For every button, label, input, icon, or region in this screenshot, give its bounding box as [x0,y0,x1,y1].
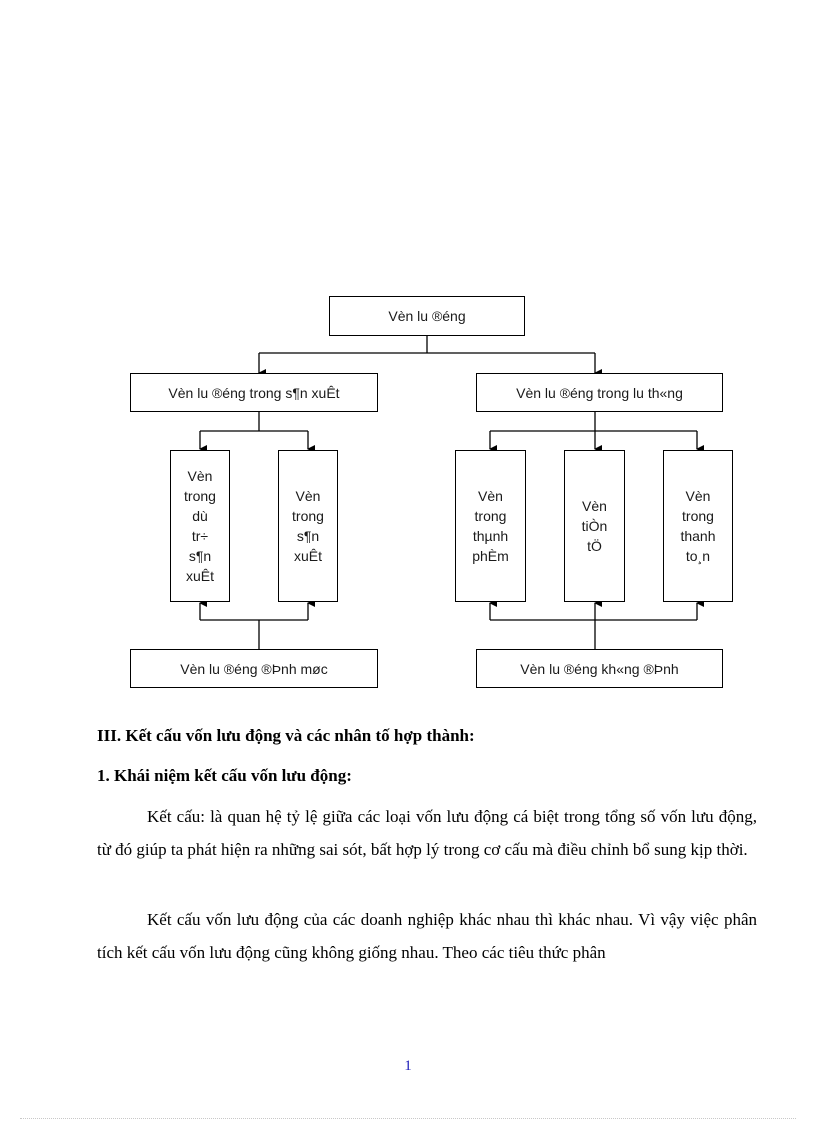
subsection-heading: 1. Khái niệm kết cấu vốn lưu động: [97,766,352,785]
section-heading: III. Kết cấu vốn lưu động và các nhân tố hợp thành: [97,726,475,745]
left-child-node: Vèn trong s¶n xuÊt [278,450,338,602]
right-child-node: Vèn trong thanh to¸n [663,450,733,602]
right-bottom-node: Vèn lu ®éng kh«ng ®Þnh [476,649,723,688]
left-child-node: Vèn trong dù tr÷ s¶n xuÊt [170,450,230,602]
page-number: 1 [404,1058,412,1074]
paragraph: Kết cấu: là quan hệ tỷ lệ giữa các loại vốn lưu động cá biệt trong tổng số vốn lưu động, từ đó giúp ta phát hiện ra những sai sót, bất hợp lý trong cơ cấu mà điều chỉnh bổ sung kịp thời. [97,807,757,859]
paragraph: Kết cấu vốn lưu động của các doanh nghiệp khác nhau thì khác nhau. Vì vậy việc phân tích kết cấu vốn lưu động cũng không giống nhau. Theo các tiêu thức phân [97,910,757,962]
root-node: Vèn lu ®éng [329,296,525,336]
right-child-node: Vèn tiÒn tÖ [564,450,625,602]
left-bottom-node: Vèn lu ®éng ®Þnh møc [130,649,378,688]
footer-divider [20,1118,796,1119]
left-group-node: Vèn lu ®éng trong s¶n xuÊt [130,373,378,412]
right-child-node: Vèn trong thµnh phÈm [455,450,526,602]
right-group-node: Vèn lu ®éng trong lu th«ng [476,373,723,412]
